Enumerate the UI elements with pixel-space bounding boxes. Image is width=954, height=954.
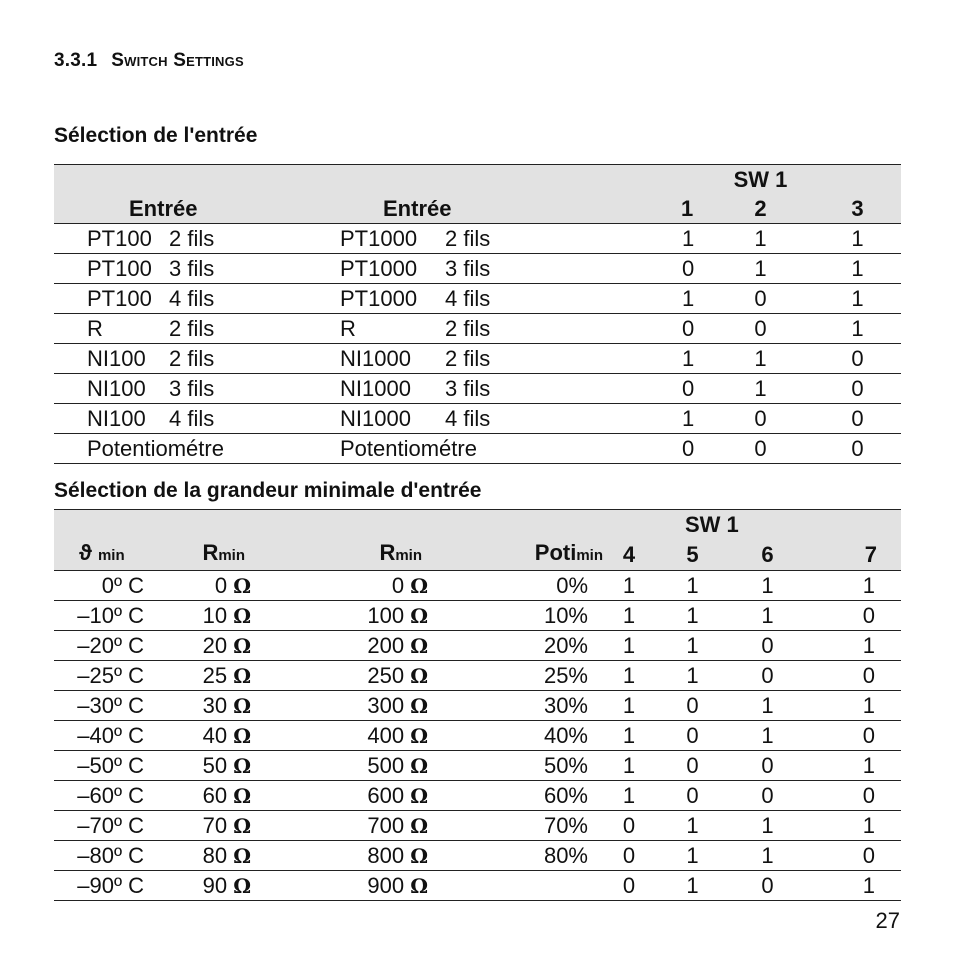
input-a-wires: 2 fils [169,315,215,341]
table2-row [54,811,901,841]
input-a-wires: 2 fils [169,225,215,251]
r2-value: 0 [391,572,405,598]
r-value: 60 [202,782,228,808]
table2-cell-sw5: 1 [655,631,730,661]
input-b-wires: 4 fils [445,405,491,431]
table2-cell-temp: –20º C [54,631,146,661]
table2-cell-sw5: 0 [655,691,730,721]
table1-spacer [54,254,87,284]
table2-cell-temp: –60º C [54,781,146,811]
input-b-wires: 2 fils [445,225,491,251]
table1-row [54,224,901,254]
table2-row [54,601,901,631]
table1-cell-input-a [87,344,340,374]
table2-cell-sw7: 1 [805,871,901,901]
table2-cell-sw6: 1 [730,571,805,601]
table2-cell-temp: –70º C [54,811,146,841]
table2-cell-sw4: 0 [603,871,655,901]
table2-cell-sw6: 0 [730,661,805,691]
table2-cell-r [146,751,251,781]
table2-cell-temp: –25º C [54,661,146,691]
table2-cell-sw4: 1 [603,781,655,811]
ohm-unit: Ω [410,633,428,658]
table1-cell-sw3: 0 [814,404,901,434]
table2-cell-poti: 20% [428,631,603,661]
input-b-wires: 4 fils [445,285,491,311]
input-b-type: NI1000 [340,405,411,431]
table1-col-entree-b: Entrée [340,194,600,224]
table2-col-sw6: 6 [730,539,805,571]
table1-cell-input-a [87,284,340,314]
table1-cell-input-b [340,224,600,254]
table1-cell-sw1: 1 [600,344,707,374]
table1-row [54,374,901,404]
table2-header-row [54,539,901,571]
ohm-unit: Ω [410,723,428,748]
table2-col-theta [54,539,146,571]
table2-cell-poti [428,871,603,901]
r-value: 10 [202,602,228,628]
table1-cell-sw3: 1 [814,314,901,344]
table2-col-poti [428,539,603,571]
table1-header-row [54,194,901,224]
table2-cell-sw7: 0 [805,781,901,811]
table1-cell-input-b [340,314,600,344]
ohm-unit: Ω [410,873,428,898]
ohm-unit: Ω [233,843,251,868]
input-a-wires: 3 fils [169,375,215,401]
input-a-type: PT100 [87,225,152,251]
min-input-selection-table [54,509,901,901]
table2-row [54,571,901,601]
table1-cell-input-a [87,374,340,404]
table2-cell-r [146,841,251,871]
table2-cell-sw6: 1 [730,721,805,751]
table2-cell-sw5: 1 [655,811,730,841]
table1-cell-input-a [87,434,340,464]
table2-cell-r2 [251,661,428,691]
table1-cell-sw2: 0 [707,314,814,344]
table2-cell-sw6: 1 [730,601,805,631]
table2-cell-r [146,871,251,901]
table2-cell-r2 [251,751,428,781]
input-b-type: PT1000 [340,225,418,251]
table2-row [54,631,901,661]
r2-value: 800 [367,842,405,868]
table2-cell-sw7: 1 [805,631,901,661]
table2-cell-sw5: 0 [655,751,730,781]
table2-row [54,841,901,871]
table2-cell-poti: 10% [428,601,603,631]
table2-cell-r [146,631,251,661]
ohm-unit: Ω [233,603,251,628]
table1-cell-input-a [87,314,340,344]
table2-cell-sw4: 0 [603,841,655,871]
ohm-unit: Ω [410,693,428,718]
r-value: 80 [202,842,228,868]
table2-cell-sw5: 0 [655,721,730,751]
page-number: 27 [875,908,900,933]
ohm-unit: Ω [233,663,251,688]
table2-cell-poti: 40% [428,721,603,751]
table2-cell-sw4: 1 [603,631,655,661]
r2-value: 700 [367,812,405,838]
table1-cell-sw1: 0 [600,254,707,284]
table2-cell-r [146,691,251,721]
table2-row [54,721,901,751]
table2-cell-sw6: 0 [730,631,805,661]
table2-cell-poti: 50% [428,751,603,781]
section-number: 3.3.1 [54,50,98,71]
ohm-unit: Ω [233,873,251,898]
table2-cell-sw5: 0 [655,781,730,811]
r2-value: 100 [367,602,405,628]
table2-cell-sw4: 1 [603,661,655,691]
input-b-type: PT1000 [340,255,418,281]
theta-symbol: ϑ [79,540,92,565]
input-b-type: Potentiométre [340,435,477,461]
table2-cell-sw7: 1 [805,691,901,721]
table1-cell-sw2: 0 [707,404,814,434]
table1-cell-sw1: 1 [600,404,707,434]
table2-sw1-header: SW 1 [685,511,739,537]
table2-col-sw7: 7 [805,539,901,571]
table1-cell-sw2: 0 [707,284,814,314]
r-value: 25 [202,662,228,688]
table1-spacer [54,314,87,344]
table2-cell-sw7: 0 [805,601,901,631]
table1-cell-input-b [340,344,600,374]
table1-cell-sw2: 1 [707,344,814,374]
input-b-wires: 3 fils [445,375,491,401]
r-value: 20 [202,632,228,658]
table2-cell-temp: –50º C [54,751,146,781]
table1-row [54,314,901,344]
input-b-type: R [340,315,356,341]
table1-cell-input-b [340,254,600,284]
table2-row [54,661,901,691]
input-a-wires: 4 fils [169,285,215,311]
table1-row [54,434,901,464]
table1-cell-sw1: 0 [600,434,707,464]
input-selection-table [54,164,901,464]
r2-value: 900 [367,872,405,898]
table2-cell-sw7: 1 [805,571,901,601]
ohm-unit: Ω [410,753,428,778]
table1-cell-sw1: 1 [600,284,707,314]
table1-cell-sw3: 1 [814,284,901,314]
table2-cell-r [146,571,251,601]
table1-spacer [54,374,87,404]
ohm-unit: Ω [233,693,251,718]
table2-row [54,781,901,811]
table1-spacer [54,434,87,464]
table2-cell-sw4: 1 [603,751,655,781]
table1-col-sw3: 3 [814,194,901,224]
poti-label: Poti [534,540,577,565]
ohm-unit: Ω [233,783,251,808]
r-symbol: R [202,540,219,565]
table2-cell-sw4: 1 [603,721,655,751]
table1-cell-sw3: 0 [814,374,901,404]
table1-row [54,404,901,434]
input-a-type: PT100 [87,285,152,311]
input-b-wires: 3 fils [445,255,491,281]
r2-value: 500 [367,752,405,778]
table1-cell-sw2: 1 [707,374,814,404]
ohm-unit: Ω [233,813,251,838]
ohm-unit: Ω [410,603,428,628]
theta-subscript: min [97,547,125,564]
r2-value: 400 [367,722,405,748]
table2-cell-sw7: 0 [805,841,901,871]
ohm-unit: Ω [233,573,251,598]
table2-cell-sw6: 0 [730,781,805,811]
table2-cell-sw6: 1 [730,811,805,841]
table1-col-sw1: 1 [600,194,707,224]
poti-subscript: min [576,547,603,564]
table1-cell-sw3: 0 [814,344,901,374]
table2-cell-r2 [251,841,428,871]
r2-value: 300 [367,692,405,718]
ohm-unit: Ω [410,843,428,868]
table1-cell-input-b [340,284,600,314]
table2-cell-temp: –80º C [54,841,146,871]
table1-title: Sélection de l'entrée [54,124,258,147]
table2-row [54,751,901,781]
table1-row [54,344,901,374]
table1-col-sw2: 2 [707,194,814,224]
table1-cell-input-a [87,254,340,284]
table2-cell-sw5: 1 [655,571,730,601]
table2-cell-sw5: 1 [655,601,730,631]
r2-value: 200 [367,632,405,658]
table2-cell-poti: 30% [428,691,603,721]
table1-cell-input-b [340,374,600,404]
table1-spacer [54,344,87,374]
input-a-type: NI100 [87,345,146,371]
table2-cell-sw7: 1 [805,751,901,781]
table2-cell-r [146,781,251,811]
table2-cell-r [146,601,251,631]
table1-group-header-row [54,165,901,195]
table2-cell-r2 [251,811,428,841]
input-a-wires: 2 fils [169,345,215,371]
table2-cell-r2 [251,601,428,631]
table1-spacer [54,284,87,314]
ohm-unit: Ω [233,633,251,658]
table1-spacer [54,224,87,254]
table2-col-sw4: 4 [603,539,655,571]
table2-cell-r [146,721,251,751]
table1-cell-input-a [87,224,340,254]
table2-cell-poti: 80% [428,841,603,871]
table2-cell-r2 [251,871,428,901]
table2-cell-poti: 0% [428,571,603,601]
table2-cell-sw4: 1 [603,571,655,601]
table2-cell-temp: –10º C [54,601,146,631]
input-b-wires: 2 fils [445,345,491,371]
table2-cell-sw4: 1 [603,691,655,721]
table2-cell-sw6: 1 [730,691,805,721]
r2-value: 600 [367,782,405,808]
r-value: 90 [202,872,228,898]
table2-cell-sw7: 0 [805,721,901,751]
input-a-wires: 4 fils [169,405,215,431]
table2-cell-sw6: 1 [730,841,805,871]
table2-row [54,871,901,901]
table2-cell-r2 [251,571,428,601]
r-subscript: min [218,547,245,564]
ohm-unit: Ω [410,783,428,808]
table2-cell-r2 [251,691,428,721]
table1-cell-sw3: 1 [814,224,901,254]
table2-cell-r [146,661,251,691]
input-a-type: NI100 [87,375,146,401]
r-value: 30 [202,692,228,718]
input-b-wires: 2 fils [445,315,491,341]
table2-cell-temp: –30º C [54,691,146,721]
table1-cell-sw2: 1 [707,224,814,254]
table1-row [54,284,901,314]
table1-cell-sw1: 0 [600,374,707,404]
table1-cell-sw1: 1 [600,224,707,254]
r-value: 40 [202,722,228,748]
r-value: 0 [214,572,228,598]
ohm-unit: Ω [410,813,428,838]
table2-cell-sw7: 1 [805,811,901,841]
r2-symbol: R [379,540,396,565]
table2-cell-temp: 0º C [54,571,146,601]
section-heading [54,50,244,72]
table2-cell-poti: 60% [428,781,603,811]
ohm-unit: Ω [233,753,251,778]
table2-cell-sw5: 1 [655,661,730,691]
table2-col-r [146,539,251,571]
table2-cell-poti: 70% [428,811,603,841]
table2-group-header-row [54,510,901,540]
input-a-wires: 3 fils [169,255,215,281]
table2-cell-sw6: 0 [730,871,805,901]
table1-cell-sw1: 0 [600,314,707,344]
table2-cell-r [146,811,251,841]
section-title: Switch Settings [111,50,244,71]
table2-cell-r2 [251,781,428,811]
input-a-type: R [87,315,103,341]
ohm-unit: Ω [233,723,251,748]
table1-spacer [54,404,87,434]
table2-cell-sw5: 1 [655,871,730,901]
input-a-type: Potentiométre [87,435,224,461]
table2-cell-temp: –90º C [54,871,146,901]
input-b-type: NI1000 [340,345,411,371]
table2-title: Sélection de la grandeur minimale d'entrée [54,479,482,502]
table2-cell-sw4: 0 [603,811,655,841]
table2-cell-sw7: 0 [805,661,901,691]
table2-cell-sw4: 1 [603,601,655,631]
table2-col-sw5: 5 [655,539,730,571]
ohm-unit: Ω [410,573,428,598]
table1-cell-sw2: 0 [707,434,814,464]
table2-cell-r2 [251,631,428,661]
table2-cell-temp: –40º C [54,721,146,751]
table1-cell-sw3: 1 [814,254,901,284]
ohm-unit: Ω [410,663,428,688]
r2-subscript: min [395,547,422,564]
table2-col-r2 [251,539,428,571]
table1-col-entree-a: Entrée [87,194,340,224]
table1-sw1-header: SW 1 [733,166,788,192]
table2-cell-sw5: 1 [655,841,730,871]
table2-cell-poti: 25% [428,661,603,691]
table1-cell-input-a [87,404,340,434]
input-b-type: PT1000 [340,285,418,311]
table1-cell-input-b [340,434,600,464]
r-value: 50 [202,752,228,778]
table2-cell-sw6: 0 [730,751,805,781]
input-a-type: NI100 [87,405,146,431]
r2-value: 250 [367,662,405,688]
input-b-type: NI1000 [340,375,411,401]
table2-row [54,691,901,721]
r-value: 70 [202,812,228,838]
table2-cell-r2 [251,721,428,751]
table1-row [54,254,901,284]
table1-cell-sw2: 1 [707,254,814,284]
table1-cell-input-b [340,404,600,434]
table1-cell-sw3: 0 [814,434,901,464]
input-a-type: PT100 [87,255,152,281]
